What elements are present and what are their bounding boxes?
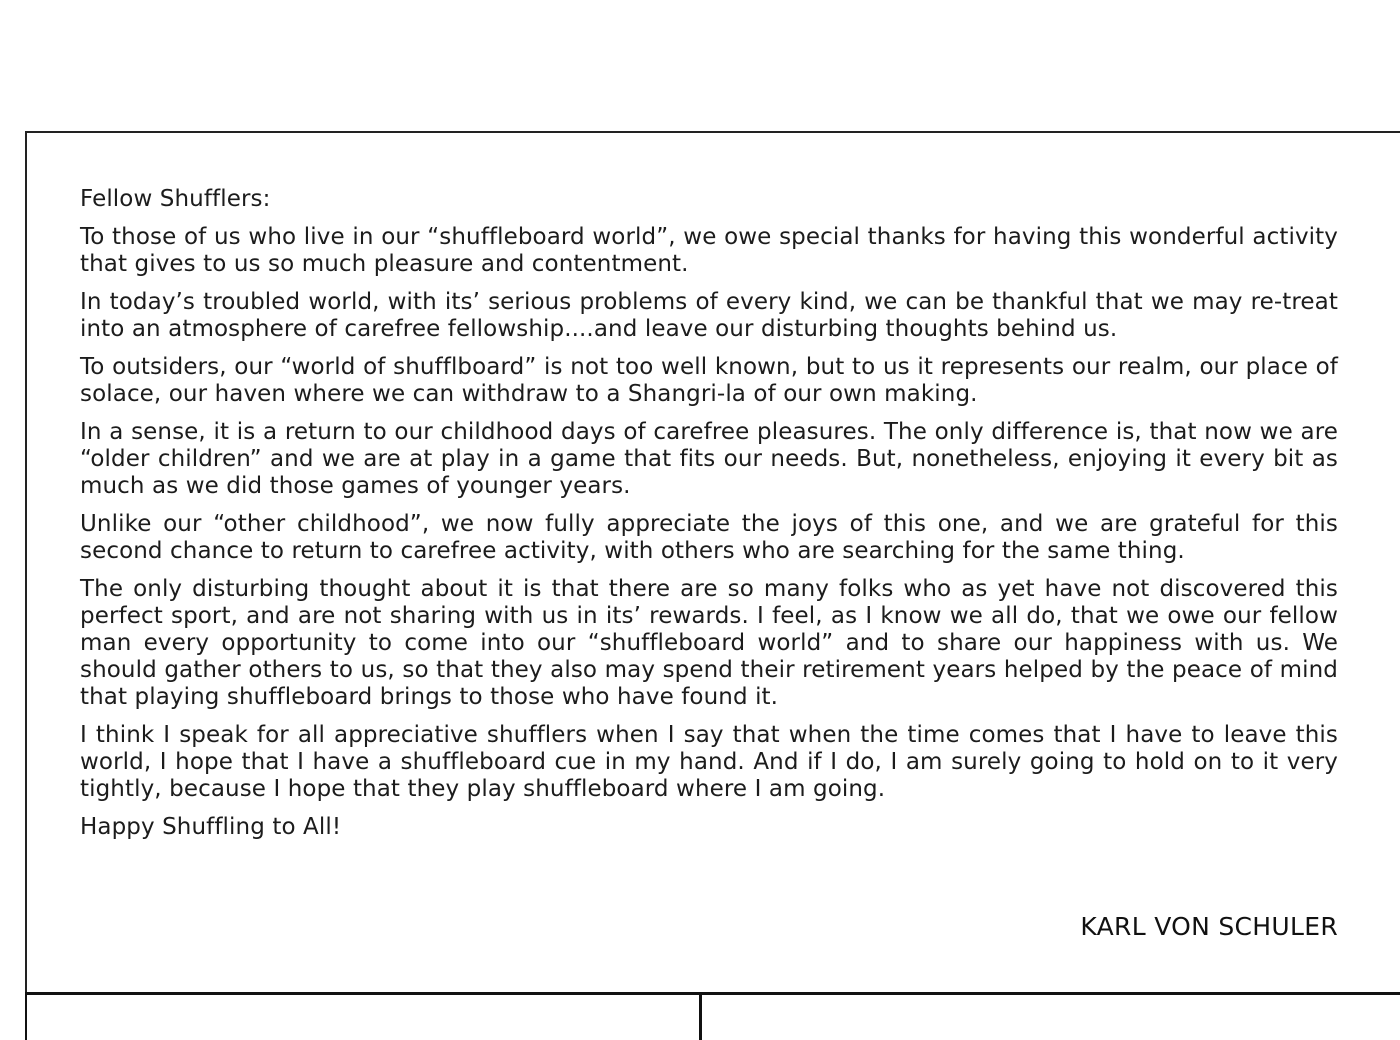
- letter-body: [80, 186, 1338, 841]
- signature: KARL VON SCHULER: [1080, 912, 1338, 941]
- bottom-rule: [25, 992, 1400, 995]
- paragraph-troubled-world: In today’s troubled world, with its’ serious problems of every kind, we can be thankful that we may re-treat into an atmosphere of carefree fellowship....and leave our disturbing thoughts behind us.: [80, 289, 1338, 342]
- paragraph-outsiders: To outsiders, our “world of shufflboard” is not too well known, but to us it represents our realm, our place of solace, our haven where we can withdraw to a Shangri-la of our own making.: [80, 354, 1338, 407]
- paragraph-childhood: In a sense, it is a return to our childhood days of carefree pleasures. The only difference is, that now we are “older children” and we are at play in a game that fits our needs. But, nonetheless, enjoying it every bit as much as we did those games of younger years.: [80, 419, 1338, 499]
- closing-line: Happy Shuffling to All!: [80, 814, 342, 840]
- bottom-left-border: [25, 995, 27, 1040]
- bottom-column-divider: [699, 995, 702, 1040]
- paragraph-leave-this-world: I think I speak for all appreciative shufflers when I say that when the time comes that I have to leave this world, I hope that I have a shuffleboard cue in my hand. And if I do, I am surely going to hold on to it very tightly, because I hope that they play shuffleboard where I am going.: [80, 722, 1338, 802]
- paragraph-disturbing-thought: The only disturbing thought about it is that there are so many folks who as yet have not discovered this perfect sport, and are not sharing with us in its’ rewards. I feel, as I know we all do, that we owe our fellow man every opportunity to come into our “shuffleboard world” and to share our happiness with us. We should gather others to us, so that they also may spend their retirement years helped by the peace of mind that playing shuffleboard brings to those who have found it.: [80, 576, 1338, 710]
- paragraph-thanks: To those of us who live in our “shuffleboard world”, we owe special thanks for having this wonderful activity that gives to us so much pleasure and contentment.: [80, 224, 1338, 277]
- paragraph-other-childhood: Unlike our “other childhood”, we now fully appreciate the joys of this one, and we are grateful for this second chance to return to carefree activity, with others who are searching for the same thing.: [80, 511, 1338, 564]
- salutation: Fellow Shufflers:: [80, 186, 271, 212]
